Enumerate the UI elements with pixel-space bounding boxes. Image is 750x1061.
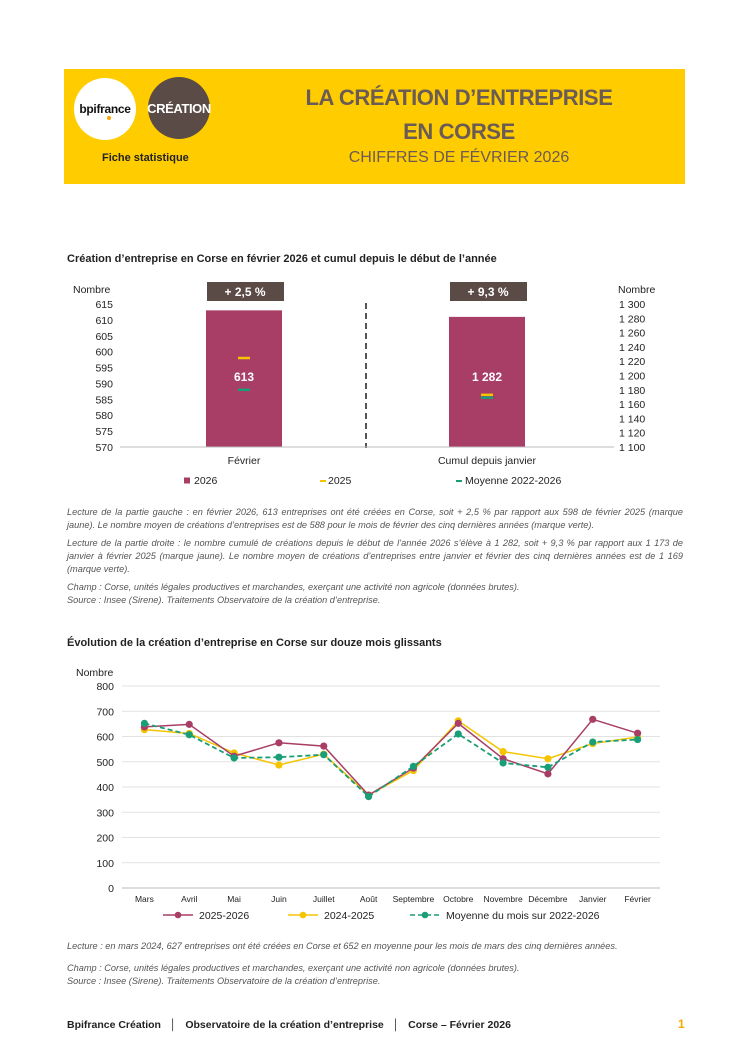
logo-dot bbox=[107, 116, 111, 120]
y-tick-right: 1 160 bbox=[619, 399, 646, 412]
y-tick: 700 bbox=[96, 706, 114, 719]
x-category-label: Février bbox=[227, 455, 261, 467]
change-badge-text: + 2,5 % bbox=[224, 285, 266, 299]
line-chart bbox=[0, 660, 750, 940]
bpifrance-logo bbox=[74, 78, 136, 140]
bar-value-label: 613 bbox=[233, 370, 255, 385]
legend-label-0: 2025-2026 bbox=[199, 910, 250, 922]
data-point-series-0 bbox=[589, 716, 596, 723]
x-tick: Septembre bbox=[392, 894, 435, 904]
data-point-series-2 bbox=[230, 754, 237, 761]
series-line-2 bbox=[144, 723, 637, 796]
title-line-1: LA CRÉATION D’ENTREPRISE bbox=[305, 85, 613, 110]
y-tick-left: 615 bbox=[95, 299, 113, 311]
legend-label-1: 2024-2025 bbox=[324, 910, 375, 922]
note-scope: Champ : Corse, unités légales productives et marchandes, exerçant une activité non agricole (données brutes). bbox=[67, 582, 520, 592]
x-tick: Janvier bbox=[579, 894, 607, 904]
data-point-series-2 bbox=[544, 764, 551, 771]
x-tick: Février bbox=[624, 894, 651, 904]
y-tick-left: 600 bbox=[95, 346, 113, 359]
x-tick: Mars bbox=[134, 894, 154, 904]
page-number: 1 bbox=[678, 1017, 685, 1031]
x-category-label: Cumul depuis janvier bbox=[437, 455, 537, 467]
y-tick: 200 bbox=[96, 832, 114, 845]
x-tick: Octobre bbox=[443, 894, 474, 904]
y-tick-right: 1 280 bbox=[619, 313, 646, 326]
header-banner bbox=[64, 69, 685, 184]
x-tick: Avril bbox=[181, 894, 198, 904]
legend-average-label: Moyenne 2022-2026 bbox=[465, 475, 562, 487]
y-tick-right: 1 240 bbox=[619, 341, 646, 354]
y-tick: 0 bbox=[108, 883, 114, 895]
y-tick-right: 1 220 bbox=[619, 356, 646, 369]
y-tick-left: 605 bbox=[95, 330, 113, 343]
data-point-series-1 bbox=[499, 748, 506, 755]
y-tick-left: 595 bbox=[95, 362, 113, 375]
footer-brand: Bpifrance Création bbox=[67, 1019, 161, 1031]
data-point-series-2 bbox=[365, 793, 372, 800]
y-tick-left: 585 bbox=[95, 394, 113, 407]
y-tick: 600 bbox=[96, 731, 114, 744]
bar-value-label: 1 282 bbox=[471, 370, 503, 385]
data-point-series-2 bbox=[634, 736, 641, 743]
y-tick: 100 bbox=[96, 857, 114, 870]
fiche-label: Fiche statistique bbox=[102, 152, 189, 164]
right-axis-title: Nombre bbox=[618, 284, 656, 296]
data-point-series-0 bbox=[634, 730, 641, 737]
legend-dot-0 bbox=[175, 912, 182, 919]
legend-2026-label: 2026 bbox=[194, 475, 218, 487]
data-point-series-0 bbox=[275, 739, 282, 746]
bpifrance-logo-text: bpifrance bbox=[79, 102, 131, 116]
y-tick: 500 bbox=[96, 756, 114, 769]
data-point-series-2 bbox=[320, 751, 327, 758]
footer bbox=[67, 1019, 511, 1031]
data-point-series-0 bbox=[186, 721, 193, 728]
footer-region: Corse – Février 2026 bbox=[408, 1019, 511, 1031]
title-line-2: EN CORSE bbox=[403, 119, 515, 144]
y-tick-right: 1 140 bbox=[619, 413, 646, 426]
data-point-series-0 bbox=[455, 720, 462, 727]
y-axis-title: Nombre bbox=[76, 667, 114, 679]
data-point-series-0 bbox=[544, 770, 551, 777]
note-right-reading: Lecture de la partie droite : le nombre cumulé de créations depuis le début de l’année 2026 s’élève à 1 282, soit + 9,3 % par rapport aux 1 173 de janvier à février 2025 (marque jaune). Le nombre moyen de créations d’entreprises entre janvier et février des cinq dernières années est de 1 169 (marque verte). bbox=[67, 538, 683, 574]
y-tick-left: 570 bbox=[95, 442, 113, 454]
page-title bbox=[294, 81, 624, 149]
legend-2026-swatch bbox=[184, 478, 190, 484]
y-tick-left: 590 bbox=[95, 378, 113, 391]
data-point-series-2 bbox=[589, 738, 596, 745]
note-source: Source : Insee (Sirene). Traitements Observatoire de la création d’entreprise. bbox=[67, 595, 381, 605]
section2-notes bbox=[67, 940, 683, 993]
y-tick-left: 580 bbox=[95, 410, 113, 423]
creation-logo bbox=[148, 77, 210, 139]
y-tick-right: 1 120 bbox=[619, 427, 646, 440]
note2-reading: Lecture : en mars 2024, 627 entreprises ont été créées en Corse et 652 en moyenne pour les mois de mars des cinq dernières années. bbox=[67, 941, 618, 951]
data-point-series-1 bbox=[544, 755, 551, 762]
note2-scope: Champ : Corse, unités légales productives et marchandes, exerçant une activité non agricole (données brutes). bbox=[67, 963, 520, 973]
y-tick-right: 1 300 bbox=[619, 299, 646, 311]
x-tick: Juin bbox=[271, 894, 287, 904]
legend-dot-1 bbox=[300, 912, 307, 919]
x-tick: Décembre bbox=[528, 894, 568, 904]
y-tick-left: 575 bbox=[95, 426, 113, 439]
y-tick-left: 610 bbox=[95, 314, 113, 327]
bar-chart bbox=[0, 275, 750, 525]
page-subtitle: CHIFFRES DE FÉVRIER 2026 bbox=[348, 149, 570, 166]
data-point-series-0 bbox=[320, 742, 327, 749]
data-point-series-1 bbox=[275, 761, 282, 768]
y-tick: 300 bbox=[96, 807, 114, 820]
data-point-series-2 bbox=[499, 759, 506, 766]
x-tick: Mai bbox=[227, 894, 241, 904]
section2-title: Évolution de la création d’entreprise en Corse sur douze mois glissants bbox=[67, 637, 442, 649]
y-tick: 400 bbox=[96, 782, 114, 794]
x-tick: Novembre bbox=[483, 894, 523, 904]
footer-separator: │ bbox=[392, 1019, 400, 1031]
series-line-0 bbox=[144, 719, 637, 795]
change-badge-text: + 9,3 % bbox=[467, 285, 509, 299]
data-point-series-2 bbox=[410, 763, 417, 770]
note-left-reading: Lecture de la partie gauche : en février 2026, 613 entreprises ont été créées en Corse, soit + 2,5 % par rapport aux 598 de février 2025 (marque jaune). Le nombre moyen de créations d’entreprises est de 588 pour le mois de février des cinq dernières années (marque verte). bbox=[67, 507, 683, 530]
section1-notes bbox=[67, 506, 683, 612]
footer-observatoire: Observatoire de la création d’entreprise bbox=[185, 1019, 384, 1031]
y-tick-right: 1 100 bbox=[619, 442, 646, 454]
left-axis-title: Nombre bbox=[73, 284, 111, 296]
data-point-series-2 bbox=[455, 730, 462, 737]
data-point-series-2 bbox=[275, 754, 282, 761]
x-tick: Juillet bbox=[312, 894, 335, 904]
data-point-series-2 bbox=[141, 720, 148, 727]
creation-logo-text: CRÉATION bbox=[147, 100, 211, 116]
x-tick: Août bbox=[359, 894, 378, 904]
section1-title: Création d’entreprise en Corse en février 2026 et cumul depuis le début de l’année bbox=[67, 253, 497, 265]
data-point-series-2 bbox=[186, 731, 193, 738]
y-tick-right: 1 180 bbox=[619, 384, 646, 397]
y-tick: 800 bbox=[96, 681, 114, 693]
legend-2025-label: 2025 bbox=[328, 475, 352, 487]
note2-source: Source : Insee (Sirene). Traitements Observatoire de la création d’entreprise. bbox=[67, 976, 381, 986]
footer-separator: │ bbox=[169, 1019, 177, 1031]
y-tick-right: 1 260 bbox=[619, 327, 646, 340]
legend-label-2: Moyenne du mois sur 2022-2026 bbox=[446, 910, 600, 922]
legend-dot-2 bbox=[422, 912, 429, 919]
y-tick-right: 1 200 bbox=[619, 370, 646, 383]
